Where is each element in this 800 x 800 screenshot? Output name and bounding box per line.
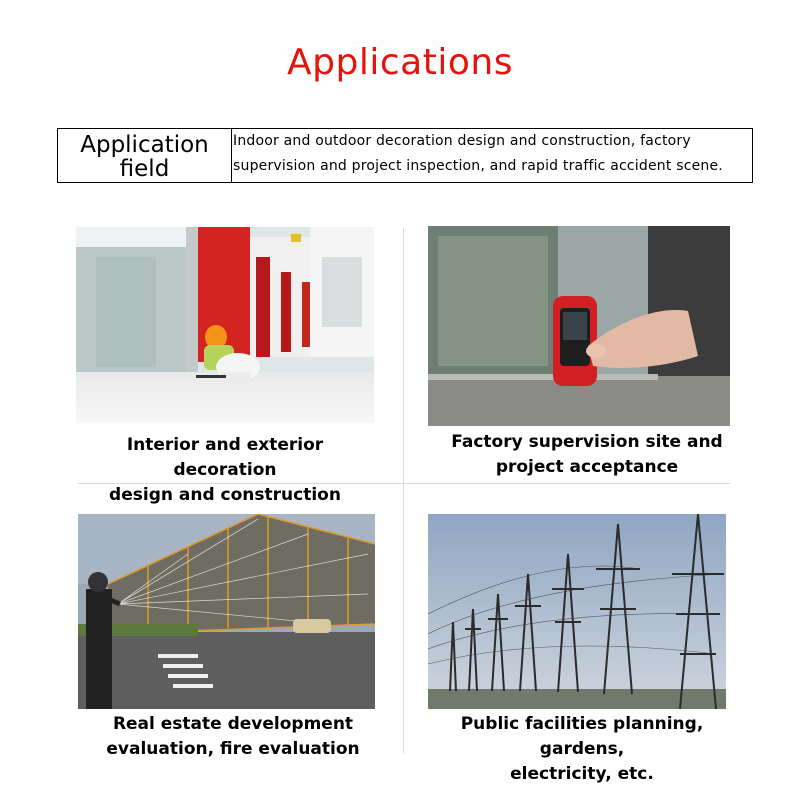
caption-factory-line2: project acceptance [495,457,679,477]
caption-interior-line1: Interior and exterior decoration [126,435,324,480]
page-title: Applications [287,42,513,83]
caption-real-estate-line1: Real estate development [112,714,354,734]
caption-public-line2: electricity, etc. [510,764,654,784]
vertical-divider [403,228,404,753]
application-field-table [57,128,753,183]
field-label-line1: Application [80,131,209,158]
caption-interior-line2: design and construction [109,485,341,505]
field-label-line2: field [119,155,170,182]
handheld-rangefinder-photo [428,226,730,426]
caption-public-facilities [418,712,746,787]
caption-public-line1: Public facilities planning, gardens, [460,714,704,759]
power-towers-photo [428,514,726,709]
caption-factory [428,430,746,480]
field-desc-line2: supervision and project inspection, and rapid traffic accident scene. [233,158,723,174]
caption-factory-line1: Factory supervision site and [451,432,723,452]
field-desc-line1: Indoor and outdoor decoration design and construction, factory [233,133,691,149]
caption-real-estate-line2: evaluation, fire evaluation [106,739,360,759]
application-field-label [58,129,232,182]
application-field-description [232,129,752,182]
caption-interior [76,433,374,508]
caption-real-estate [78,712,388,762]
building-measurement-photo [78,514,375,709]
interior-worker-photo [76,227,374,423]
